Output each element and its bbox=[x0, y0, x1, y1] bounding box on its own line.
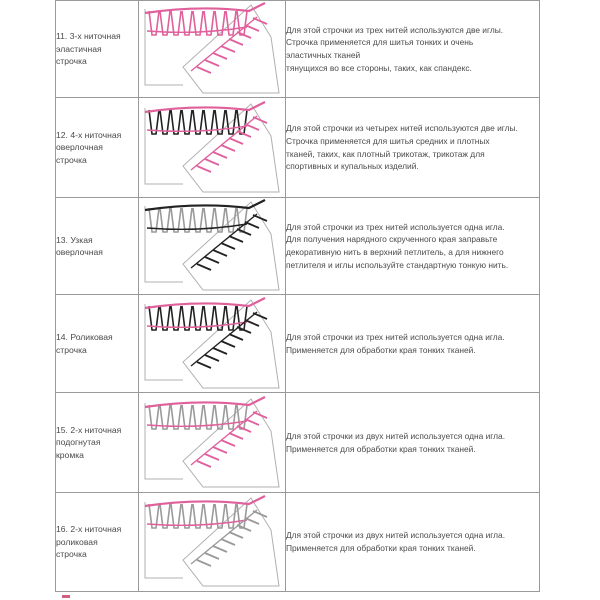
stitch-name-line: строчка bbox=[56, 344, 87, 355]
stitch-name-line: строчка bbox=[56, 56, 87, 67]
stitch-name-line: кромка bbox=[56, 449, 84, 460]
stitch-description-line: Строчка применяется для шитья средних и плотных bbox=[286, 135, 490, 146]
stitch-description-line: декоративную нить в верхний петлитель, а для нижнего bbox=[286, 247, 504, 257]
stitch-illustration-cell bbox=[139, 98, 286, 198]
stitch-description-line: тканей, таких, как плотный трикотаж, трикотаж для bbox=[286, 148, 485, 159]
stitch-description-line: Для этой строчки из трех нитей используются две иглы. bbox=[286, 24, 504, 35]
stitch-illustration-cell bbox=[139, 198, 286, 295]
stitch-name-line: 16. 2-х ниточная bbox=[56, 524, 122, 535]
stitch-illustration bbox=[139, 1, 285, 97]
footer-mark bbox=[62, 595, 70, 598]
stitch-name-line: подогнутая bbox=[56, 437, 101, 448]
stitch-name-line: роликовая bbox=[56, 536, 98, 547]
stitch-description-line: Для этой строчки из двух нитей используется одна игла. bbox=[286, 530, 506, 541]
stitch-description-line: Для этой строчки из четырех нитей используются две иглы. bbox=[286, 123, 518, 134]
stitch-name-line: оверлочная bbox=[56, 142, 103, 153]
stitch-name-line: 12. 4-х ниточная bbox=[56, 129, 122, 140]
stitch-name-line: 11. 3-х ниточная bbox=[56, 31, 121, 42]
stitch-description-line: тянущихся во все стороны, таких, как спандекс. bbox=[286, 62, 472, 73]
stitch-name bbox=[56, 295, 139, 393]
stitch-illustration-cell bbox=[139, 295, 286, 393]
stitch-illustration bbox=[139, 494, 285, 590]
stitch-description bbox=[286, 1, 540, 98]
stitch-description bbox=[286, 493, 540, 592]
stitch-name bbox=[56, 198, 139, 295]
stitch-illustration-cell bbox=[139, 393, 286, 493]
stitch-name bbox=[56, 493, 139, 592]
stitch-description bbox=[286, 393, 540, 493]
stitch-description-line: петлителя и иглы используйте стандартную тонкую нить. bbox=[286, 259, 509, 270]
stitch-description-line: Для этой строчки из трех нитей используется одна игла. bbox=[286, 221, 505, 232]
stitch-name-line: 15. 2-х ниточная bbox=[56, 424, 122, 435]
stitch-illustration bbox=[139, 198, 285, 294]
table-row bbox=[56, 1, 540, 98]
stitch-name-line: строчка bbox=[56, 549, 87, 560]
stitch-description-line: Применяется для обработки края тонких тканей. bbox=[286, 543, 476, 553]
stitch-description-line: спортивных и купальных изделий. bbox=[286, 161, 419, 172]
stitch-illustration bbox=[139, 100, 285, 196]
stitch-description bbox=[286, 198, 540, 295]
stitch-name bbox=[56, 98, 139, 198]
stitch-description-line: Для получения нарядного скрученного края заправьте bbox=[286, 234, 498, 245]
table-row bbox=[56, 295, 540, 393]
stitch-description bbox=[286, 295, 540, 393]
stitch-name-line: 13. Узкая bbox=[56, 234, 93, 245]
stitch-illustration bbox=[139, 395, 285, 491]
stitch-name-line: строчка bbox=[56, 154, 87, 165]
stitch-description-line: Применяется для обработки края тонких тканей. bbox=[286, 344, 476, 355]
stitch-description-line: Строчка применяется для шитья тонких и очень bbox=[286, 37, 474, 48]
stitch-name-line: эластичная bbox=[56, 43, 102, 54]
stitch-name-line: 14. Роликовая bbox=[56, 332, 113, 342]
table-row bbox=[56, 393, 540, 493]
stitch-illustration-cell bbox=[139, 1, 286, 98]
stitch-description-line: Применяется для обработки края тонких тканей. bbox=[286, 443, 476, 454]
table-row bbox=[56, 98, 540, 198]
stitch-description-line: Для этой строчки из двух нитей используется одна игла. bbox=[286, 430, 506, 441]
stitch-illustration-cell bbox=[139, 493, 286, 592]
stitch-description-line: эластичных тканей bbox=[286, 50, 361, 60]
stitch-illustration bbox=[139, 296, 285, 392]
stitch-description-line: Для этой строчки из трех нитей используется одна игла. bbox=[286, 331, 505, 342]
stitch-description bbox=[286, 98, 540, 198]
table-row bbox=[56, 493, 540, 592]
stitch-name-line: оверлочная bbox=[56, 247, 103, 257]
stitch-table bbox=[55, 0, 540, 592]
stitch-name bbox=[56, 1, 139, 98]
table-row bbox=[56, 198, 540, 295]
stitch-name bbox=[56, 393, 139, 493]
